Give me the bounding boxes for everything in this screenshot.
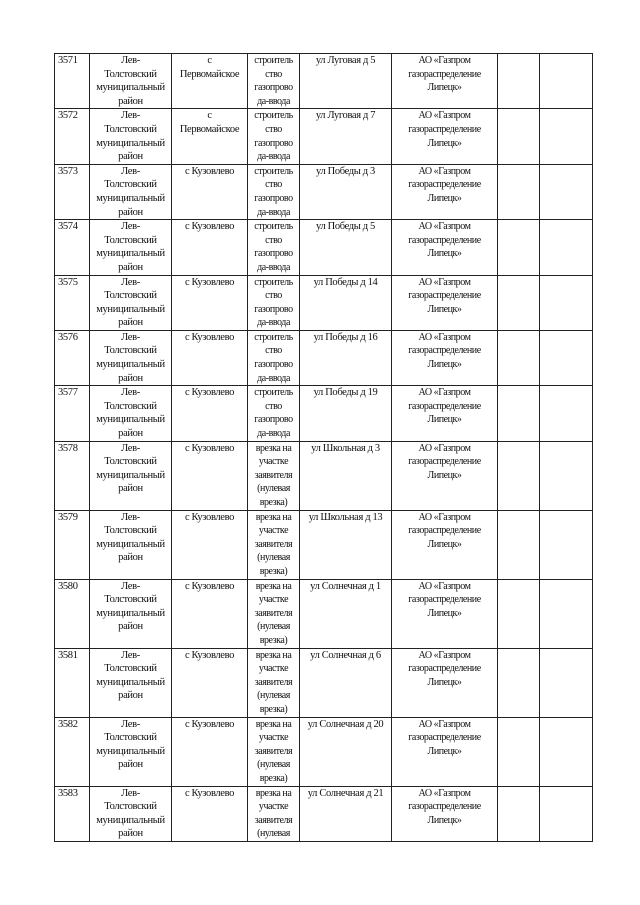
- org-line: Липецк»: [427, 359, 462, 371]
- row-number-cell: 3575: [55, 275, 90, 330]
- work-line: заявителя: [254, 745, 293, 757]
- empty-cell: [540, 164, 593, 219]
- district-line: район: [118, 428, 143, 440]
- empty-cell: [498, 164, 540, 219]
- table-row: [55, 386, 593, 441]
- district-line: район: [118, 552, 143, 564]
- organization-cell: [392, 441, 498, 510]
- org-line: АО «Газпром: [418, 511, 471, 523]
- address-cell: ул Школьная д 13: [300, 510, 392, 579]
- locality-line: с: [207, 55, 212, 66]
- org-line: АО «Газпром: [418, 787, 471, 799]
- district-cell: [90, 54, 172, 109]
- district-line: муниципальный: [96, 303, 165, 315]
- organization-cell: [392, 164, 498, 219]
- district-line: Лев-: [121, 110, 140, 122]
- org-line: газораспределение: [408, 801, 481, 813]
- organization-cell: [392, 579, 498, 648]
- district-line: Лев-: [121, 511, 140, 523]
- empty-cell: [540, 275, 593, 330]
- organization-cell: [392, 330, 498, 385]
- district-line: Лев-: [121, 55, 140, 66]
- district-line: Толстовский: [104, 400, 157, 412]
- district-line: муниципальный: [96, 469, 165, 481]
- work-line: строитель: [254, 165, 293, 177]
- org-line: газораспределение: [408, 732, 481, 744]
- work-line: (нулевая: [257, 828, 290, 840]
- work-line: врезка на: [255, 511, 292, 523]
- locality-cell: [172, 275, 248, 330]
- work-line: участке: [258, 594, 289, 606]
- district-line: Лев-: [121, 442, 140, 454]
- district-line: Толстовский: [104, 732, 157, 744]
- table-row: [55, 164, 593, 219]
- district-cell: [90, 275, 172, 330]
- table-row: [55, 786, 593, 841]
- empty-cell: [540, 220, 593, 275]
- district-cell: [90, 164, 172, 219]
- locality-cell: [172, 579, 248, 648]
- work-line: врезка на: [255, 649, 292, 661]
- row-number-cell: 3580: [55, 579, 90, 648]
- district-cell: [90, 510, 172, 579]
- work-line: строитель: [254, 387, 293, 399]
- work-line: (нулевая: [257, 621, 290, 633]
- registry-table: [54, 53, 593, 842]
- work-line: заявителя: [254, 607, 293, 619]
- district-line: муниципальный: [96, 192, 165, 204]
- locality-line: с Кузовлево: [184, 718, 235, 730]
- locality-line: Первомайское: [179, 123, 240, 135]
- address-cell: ул Луговая д 7: [300, 109, 392, 164]
- address-cell: ул Луговая д 5: [300, 54, 392, 109]
- row-number-cell: 3573: [55, 164, 90, 219]
- work-line: врезка на: [255, 580, 292, 592]
- work-line: да-ввода: [257, 261, 290, 273]
- organization-cell: [392, 648, 498, 717]
- org-line: Липецк»: [427, 814, 462, 826]
- district-line: Толстовский: [104, 345, 157, 357]
- org-line: АО «Газпром: [418, 55, 471, 66]
- work-line: строитель: [254, 331, 293, 343]
- empty-cell: [498, 786, 540, 841]
- work-line: (нулевая: [257, 552, 290, 564]
- org-line: Липецк»: [427, 303, 462, 315]
- empty-cell: [498, 648, 540, 717]
- empty-cell: [540, 386, 593, 441]
- address-cell: ул Победы д 14: [300, 275, 392, 330]
- work-line: ство: [265, 179, 282, 191]
- organization-cell: [392, 275, 498, 330]
- work-line: ство: [265, 290, 282, 302]
- table-row: [55, 510, 593, 579]
- locality-line: с Кузовлево: [184, 511, 235, 523]
- org-line: АО «Газпром: [418, 580, 471, 592]
- table-row: [55, 220, 593, 275]
- organization-cell: [392, 510, 498, 579]
- work-line: ство: [265, 400, 282, 412]
- empty-cell: [498, 510, 540, 579]
- org-line: газораспределение: [408, 525, 481, 537]
- district-line: Толстовский: [104, 525, 157, 537]
- district-line: муниципальный: [96, 414, 165, 426]
- empty-cell: [540, 786, 593, 841]
- organization-cell: [392, 386, 498, 441]
- district-line: Толстовский: [104, 290, 157, 302]
- district-line: Толстовский: [104, 68, 157, 80]
- district-line: район: [118, 261, 143, 273]
- work-line: строитель: [254, 276, 293, 288]
- district-line: Лев-: [121, 221, 140, 233]
- work-type-cell: [248, 164, 300, 219]
- address-cell: ул Школьная д 3: [300, 441, 392, 510]
- locality-cell: [172, 164, 248, 219]
- work-line: газопрово: [254, 82, 293, 94]
- empty-cell: [540, 510, 593, 579]
- work-line: (нулевая: [257, 759, 290, 771]
- org-line: газораспределение: [408, 290, 481, 302]
- org-line: газораспределение: [408, 68, 481, 80]
- table-row: [55, 717, 593, 786]
- org-line: газораспределение: [408, 663, 481, 675]
- work-line: строитель: [254, 110, 293, 122]
- work-line: (нулевая: [257, 690, 290, 702]
- work-line: врезка): [259, 635, 288, 646]
- district-line: район: [118, 95, 143, 107]
- locality-cell: [172, 510, 248, 579]
- district-line: Толстовский: [104, 179, 157, 191]
- work-line: участке: [258, 732, 289, 744]
- empty-cell: [498, 109, 540, 164]
- org-line: Липецк»: [427, 248, 462, 260]
- district-cell: [90, 441, 172, 510]
- work-line: врезка): [259, 704, 288, 715]
- district-line: район: [118, 483, 143, 495]
- row-number-cell: 3577: [55, 386, 90, 441]
- work-type-cell: [248, 510, 300, 579]
- work-line: газопрово: [254, 303, 293, 315]
- work-line: да-ввода: [257, 372, 290, 384]
- work-type-cell: [248, 441, 300, 510]
- org-line: Липецк»: [427, 414, 462, 426]
- work-type-cell: [248, 386, 300, 441]
- empty-cell: [540, 579, 593, 648]
- work-type-cell: [248, 275, 300, 330]
- work-type-cell: [248, 786, 300, 841]
- work-line: да-ввода: [257, 95, 290, 107]
- district-line: район: [118, 828, 143, 840]
- address-cell: ул Солнечная д 6: [300, 648, 392, 717]
- locality-line: Первомайское: [179, 68, 240, 80]
- empty-cell: [540, 441, 593, 510]
- work-line: участке: [258, 801, 289, 813]
- district-line: Лев-: [121, 580, 140, 592]
- locality-cell: [172, 648, 248, 717]
- work-line: врезка): [259, 497, 288, 508]
- empty-cell: [540, 54, 593, 109]
- district-line: район: [118, 759, 143, 771]
- district-line: Толстовский: [104, 234, 157, 246]
- row-number-cell: 3572: [55, 109, 90, 164]
- district-line: район: [118, 690, 143, 702]
- org-line: газораспределение: [408, 179, 481, 191]
- row-number-cell: 3578: [55, 441, 90, 510]
- work-line: заявителя: [254, 538, 293, 550]
- table-row: [55, 441, 593, 510]
- org-line: газораспределение: [408, 594, 481, 606]
- row-number-cell: 3583: [55, 786, 90, 841]
- district-line: район: [118, 151, 143, 163]
- district-line: район: [118, 372, 143, 384]
- district-line: район: [118, 206, 143, 218]
- organization-cell: [392, 220, 498, 275]
- org-line: газораспределение: [408, 234, 481, 246]
- org-line: Липецк»: [427, 538, 462, 550]
- district-line: Толстовский: [104, 594, 157, 606]
- work-line: газопрово: [254, 192, 293, 204]
- work-line: (нулевая: [257, 483, 290, 495]
- organization-cell: [392, 786, 498, 841]
- locality-line: с Кузовлево: [184, 442, 235, 454]
- locality-line: с Кузовлево: [184, 580, 235, 592]
- district-line: муниципальный: [96, 538, 165, 550]
- district-line: Лев-: [121, 331, 140, 343]
- district-line: муниципальный: [96, 676, 165, 688]
- address-cell: ул Солнечная д 21: [300, 786, 392, 841]
- work-line: врезка на: [255, 787, 292, 799]
- locality-cell: [172, 386, 248, 441]
- district-line: муниципальный: [96, 745, 165, 757]
- org-line: газораспределение: [408, 456, 481, 468]
- district-line: Толстовский: [104, 456, 157, 468]
- organization-cell: [392, 717, 498, 786]
- work-line: заявителя: [254, 814, 293, 826]
- district-cell: [90, 386, 172, 441]
- district-cell: [90, 109, 172, 164]
- work-line: ство: [265, 345, 282, 357]
- row-number-cell: 3574: [55, 220, 90, 275]
- address-cell: ул Победы д 19: [300, 386, 392, 441]
- org-line: газораспределение: [408, 345, 481, 357]
- locality-cell: [172, 786, 248, 841]
- org-line: АО «Газпром: [418, 442, 471, 454]
- work-line: газопрово: [254, 414, 293, 426]
- district-line: Толстовский: [104, 123, 157, 135]
- district-cell: [90, 717, 172, 786]
- row-number-cell: 3581: [55, 648, 90, 717]
- district-line: муниципальный: [96, 607, 165, 619]
- address-cell: ул Солнечная д 20: [300, 717, 392, 786]
- org-line: Липецк»: [427, 676, 462, 688]
- work-line: газопрово: [254, 359, 293, 371]
- locality-line: с Кузовлево: [184, 787, 235, 799]
- district-line: Лев-: [121, 387, 140, 399]
- org-line: АО «Газпром: [418, 276, 471, 288]
- locality-line: с Кузовлево: [184, 331, 235, 343]
- empty-cell: [540, 717, 593, 786]
- locality-line: с Кузовлево: [184, 165, 235, 177]
- locality-line: с Кузовлево: [184, 276, 235, 288]
- locality-cell: [172, 441, 248, 510]
- work-type-cell: [248, 220, 300, 275]
- org-line: АО «Газпром: [418, 718, 471, 730]
- locality-cell: [172, 109, 248, 164]
- district-line: Лев-: [121, 165, 140, 177]
- district-line: муниципальный: [96, 248, 165, 260]
- district-cell: [90, 579, 172, 648]
- district-line: муниципальный: [96, 82, 165, 94]
- locality-line: с Кузовлево: [184, 221, 235, 233]
- org-line: АО «Газпром: [418, 165, 471, 177]
- address-cell: ул Победы д 16: [300, 330, 392, 385]
- org-line: Липецк»: [427, 745, 462, 757]
- district-line: муниципальный: [96, 814, 165, 826]
- work-line: ство: [265, 234, 282, 246]
- district-line: Лев-: [121, 718, 140, 730]
- work-line: участке: [258, 525, 289, 537]
- work-line: да-ввода: [257, 317, 290, 329]
- district-line: Толстовский: [104, 801, 157, 813]
- work-line: врезка): [259, 773, 288, 784]
- work-type-cell: [248, 54, 300, 109]
- district-line: район: [118, 621, 143, 633]
- empty-cell: [498, 330, 540, 385]
- address-cell: ул Победы д 3: [300, 164, 392, 219]
- address-cell: ул Солнечная д 1: [300, 579, 392, 648]
- row-number-cell: 3579: [55, 510, 90, 579]
- district-cell: [90, 330, 172, 385]
- org-line: АО «Газпром: [418, 110, 471, 122]
- org-line: Липецк»: [427, 82, 462, 94]
- empty-cell: [498, 579, 540, 648]
- empty-cell: [498, 717, 540, 786]
- table-body: [55, 54, 593, 842]
- locality-cell: [172, 54, 248, 109]
- locality-line: с: [207, 110, 212, 122]
- table-row: [55, 648, 593, 717]
- organization-cell: [392, 109, 498, 164]
- work-line: ство: [265, 123, 282, 135]
- org-line: Липецк»: [427, 137, 462, 149]
- empty-cell: [498, 54, 540, 109]
- work-line: участке: [258, 663, 289, 675]
- empty-cell: [498, 386, 540, 441]
- work-line: да-ввода: [257, 151, 290, 163]
- org-line: Липецк»: [427, 607, 462, 619]
- locality-cell: [172, 330, 248, 385]
- address-cell: ул Победы д 5: [300, 220, 392, 275]
- table-row: [55, 54, 593, 109]
- work-line: врезка): [259, 566, 288, 577]
- district-line: Лев-: [121, 787, 140, 799]
- org-line: АО «Газпром: [418, 649, 471, 661]
- empty-cell: [498, 441, 540, 510]
- work-line: газопрово: [254, 137, 293, 149]
- district-line: Лев-: [121, 276, 140, 288]
- org-line: АО «Газпром: [418, 221, 471, 233]
- work-type-cell: [248, 717, 300, 786]
- work-line: врезка на: [255, 718, 292, 730]
- row-number-cell: 3576: [55, 330, 90, 385]
- work-line: заявителя: [254, 469, 293, 481]
- locality-line: с Кузовлево: [184, 387, 235, 399]
- work-line: да-ввода: [257, 206, 290, 218]
- org-line: газораспределение: [408, 123, 481, 135]
- empty-cell: [498, 220, 540, 275]
- work-line: да-ввода: [257, 428, 290, 440]
- empty-cell: [498, 275, 540, 330]
- organization-cell: [392, 54, 498, 109]
- district-cell: [90, 786, 172, 841]
- work-line: участке: [258, 456, 289, 468]
- district-cell: [90, 220, 172, 275]
- district-line: Толстовский: [104, 663, 157, 675]
- empty-cell: [540, 109, 593, 164]
- row-number-cell: 3571: [55, 54, 90, 109]
- org-line: АО «Газпром: [418, 331, 471, 343]
- district-line: Лев-: [121, 649, 140, 661]
- work-line: строитель: [254, 55, 293, 66]
- table-row: [55, 579, 593, 648]
- district-cell: [90, 648, 172, 717]
- work-type-cell: [248, 648, 300, 717]
- empty-cell: [540, 648, 593, 717]
- empty-cell: [540, 330, 593, 385]
- locality-cell: [172, 220, 248, 275]
- org-line: Липецк»: [427, 469, 462, 481]
- work-line: ство: [265, 68, 282, 80]
- work-type-cell: [248, 330, 300, 385]
- district-line: муниципальный: [96, 359, 165, 371]
- table-row: [55, 330, 593, 385]
- org-line: газораспределение: [408, 400, 481, 412]
- org-line: Липецк»: [427, 192, 462, 204]
- work-line: строитель: [254, 221, 293, 233]
- work-type-cell: [248, 109, 300, 164]
- work-line: газопрово: [254, 248, 293, 260]
- table-row: [55, 275, 593, 330]
- district-line: район: [118, 317, 143, 329]
- org-line: АО «Газпром: [418, 387, 471, 399]
- work-type-cell: [248, 579, 300, 648]
- work-line: врезка на: [255, 442, 292, 454]
- row-number-cell: 3582: [55, 717, 90, 786]
- work-line: заявителя: [254, 676, 293, 688]
- locality-cell: [172, 717, 248, 786]
- locality-line: с Кузовлево: [184, 649, 235, 661]
- district-line: муниципальный: [96, 137, 165, 149]
- table-row: [55, 109, 593, 164]
